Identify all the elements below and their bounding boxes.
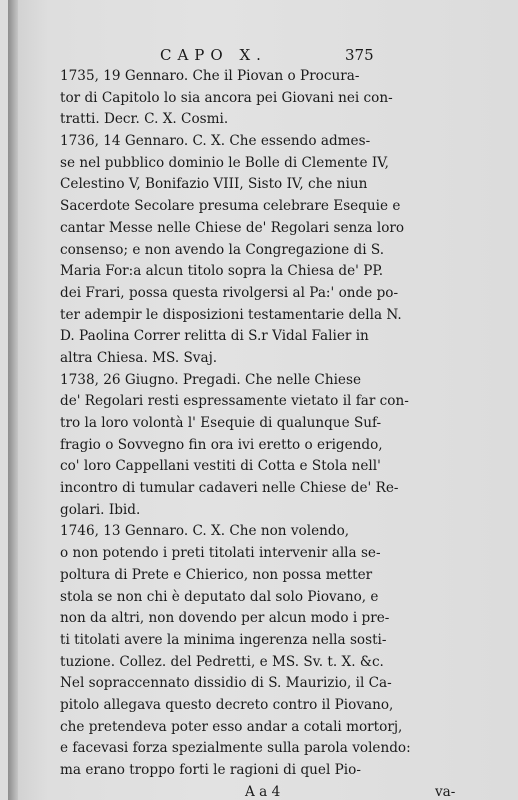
text-line: tratti. Decr. C. X. Cosmi. bbox=[60, 111, 229, 128]
signature-mark: A a 4 bbox=[245, 783, 281, 800]
running-head: CAPO X. bbox=[160, 46, 267, 64]
text-line: cantar Messe nelle Chiese de' Regolari senza loro bbox=[60, 219, 405, 236]
text-line: co' loro Cappellani vestiti di Cotta e Stola nell' bbox=[60, 458, 381, 475]
text-line: ter adempir le disposizioni testamentarie della N. bbox=[60, 306, 402, 323]
text-line: dei Frari, possa questa rivolgersi al Pa:' onde po- bbox=[60, 284, 399, 301]
text-line: incontro di tumular cadaveri nelle Chiese de' Re- bbox=[60, 480, 399, 497]
catchword: va- bbox=[435, 783, 456, 800]
text-line: se nel pubblico dominio le Bolle di Clemente IV, bbox=[60, 154, 389, 171]
text-line: 1736, 14 Gennaro. C. X. Che essendo admes- bbox=[60, 133, 371, 150]
text-line: tuzione. Collez. del Pedretti, e MS. Sv. t. X. &c. bbox=[60, 653, 384, 670]
page-number: 375 bbox=[345, 46, 374, 64]
text-line: ti titolati avere la minima ingerenza nella sosti- bbox=[60, 631, 387, 648]
text-line: D. Paolina Correr relitta di S.r Vidal Falier in bbox=[60, 328, 369, 345]
text-line: Nel sopraccennato dissidio di S. Maurizio, il Ca- bbox=[60, 675, 392, 692]
page-text-block bbox=[60, 40, 500, 800]
text-line: stola se non chi è deputato dal solo Piovano, e bbox=[60, 588, 379, 605]
text-line: ma erano troppo forti le ragioni di quel Pio- bbox=[60, 762, 361, 778]
page-gutter-shadow bbox=[8, 0, 18, 800]
text-line: Celestino V, Bonifazio VIII, Sisto IV, che niun bbox=[60, 176, 368, 193]
text-line: fragio o Sovvegno fin ora ivi eretto o erigendo, bbox=[60, 436, 383, 453]
page-footer bbox=[60, 784, 500, 800]
text-line: consenso; e non avendo la Congregazione di S. bbox=[60, 241, 385, 258]
text-line: non da altri, non dovendo per alcun modo i pre- bbox=[60, 610, 390, 627]
text-line: pitolo allegava questo decreto contro il Piovano, bbox=[60, 696, 394, 713]
text-line: 1738, 26 Giugno. Pregadi. Che nelle Chiese bbox=[60, 371, 362, 388]
text-line: Sacerdote Secolare presuma celebrare Esequie e bbox=[60, 198, 401, 215]
text-line: poltura di Prete e Chierico, non possa metter bbox=[60, 566, 373, 583]
text-line: 1735, 19 Gennaro. Che il Piovan o Procura- bbox=[60, 68, 360, 84]
text-line: 1746, 13 Gennaro. C. X. Che non volendo, bbox=[60, 523, 350, 540]
text-line: o non potendo i preti titolati intervenir alla se- bbox=[60, 545, 381, 562]
book-page bbox=[8, 0, 518, 800]
text-line: Maria For:a alcun titolo sopra la Chiesa de' PP. bbox=[60, 263, 384, 280]
text-line: e facevasi forza spezialmente sulla parola volendo: bbox=[60, 740, 411, 757]
text-line: tro la loro volontà l' Esequie di qualunque Suf- bbox=[60, 415, 382, 431]
text-line: altra Chiesa. MS. Svaj. bbox=[60, 349, 218, 366]
page-header bbox=[60, 40, 500, 66]
text-line: de' Regolari resti espressamente vietato il far con- bbox=[60, 393, 409, 410]
text-line: tor di Capitolo lo sia ancora pei Giovani nei con- bbox=[60, 89, 393, 106]
text-line: golari. Ibid. bbox=[60, 501, 141, 518]
text-line: che pretendeva poter esso andar a cotali mortorj, bbox=[60, 718, 403, 735]
